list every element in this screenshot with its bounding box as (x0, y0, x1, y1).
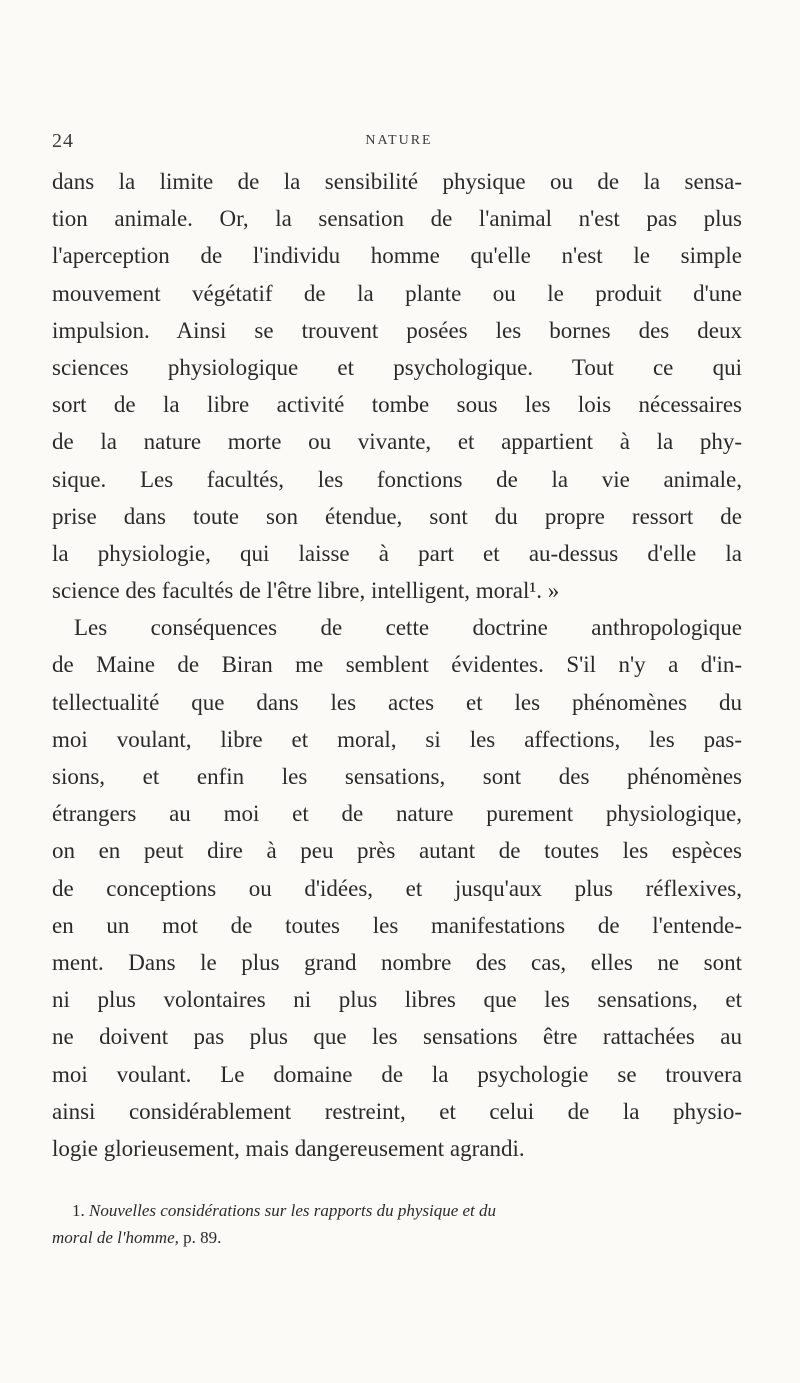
text-line: sions, et enfin les sensations, sont des phénomènes (52, 764, 742, 789)
text-line: Les conséquences de cette doctrine anthropologique (74, 615, 742, 641)
body-text (52, 163, 742, 1167)
footnote-line (52, 1224, 742, 1251)
text-line: de la nature morte ou vivante, et appartient à la phy- (52, 429, 742, 455)
footnote-citation-cont: moral de l'homme, (52, 1228, 179, 1247)
text-line: logie glorieusement, mais dangereusement agrandi. (52, 1135, 525, 1161)
text-line: tion animale. Or, la sensation de l'animal n'est pas plus (52, 206, 742, 232)
text-line: sort de la libre activité tombe sous les lois nécessaires (52, 392, 742, 418)
text-line: ainsi considérablement restreint, et celui de la physio- (52, 1098, 742, 1124)
text-line: dans la limite de la sensibilité physique ou de la sensa- (52, 169, 742, 194)
text-line: mouvement végétatif de la plante ou le produit d'une (52, 280, 742, 306)
footnote (52, 1197, 742, 1251)
footnote-number: 1. (72, 1201, 85, 1220)
text-line: ni plus volontaires ni plus libres que les sensations, et (52, 987, 742, 1013)
page-number: 24 (52, 130, 74, 152)
text-line: moi voulant, libre et moral, si les affections, les pas- (52, 726, 742, 752)
text-line: de Maine de Biran me semblent évidentes. S'il n'y a d'in- (52, 652, 742, 678)
footnote-line (52, 1197, 742, 1224)
text-line: étrangers au moi et de nature purement physiologique, (52, 801, 742, 827)
text-line: science des facultés de l'être libre, intelligent, moral¹. » (52, 578, 560, 604)
text-line: l'aperception de l'individu homme qu'elle n'est le simple (52, 243, 742, 269)
text-line: impulsion. Ainsi se trouvent posées les bornes des deux (52, 317, 742, 343)
text-line: ne doivent pas plus que les sensations être rattachées au (52, 1024, 742, 1050)
text-line: prise dans toute son étendue, sont du propre ressort de (52, 503, 742, 529)
text-line: sique. Les facultés, les fonctions de la vie animale, (52, 466, 742, 492)
text-line: de conceptions ou d'idées, et jusqu'aux plus réflexives, (52, 875, 742, 901)
running-head (52, 130, 746, 154)
text-line: ment. Dans le plus grand nombre des cas, elles ne sont (52, 949, 742, 975)
text-line: sciences physiologique et psychologique. Tout ce qui (52, 354, 742, 380)
text-line: on en peut dire à peu près autant de toutes les espèces (52, 838, 742, 864)
text-line: moi voulant. Le domaine de la psychologie se trouvera (52, 1061, 742, 1087)
text-line: tellectualité que dans les actes et les phénomènes du (52, 689, 742, 715)
text-line: en un mot de toutes les manifestations de l'entende- (52, 912, 742, 938)
footnote-page-ref: p. 89. (178, 1228, 222, 1247)
footnote-citation: Nouvelles considérations sur les rapports du physique et du (89, 1201, 497, 1220)
running-title: NATURE (365, 133, 433, 148)
text-line: la physiologie, qui laisse à part et au-dessus d'elle la (52, 540, 742, 566)
